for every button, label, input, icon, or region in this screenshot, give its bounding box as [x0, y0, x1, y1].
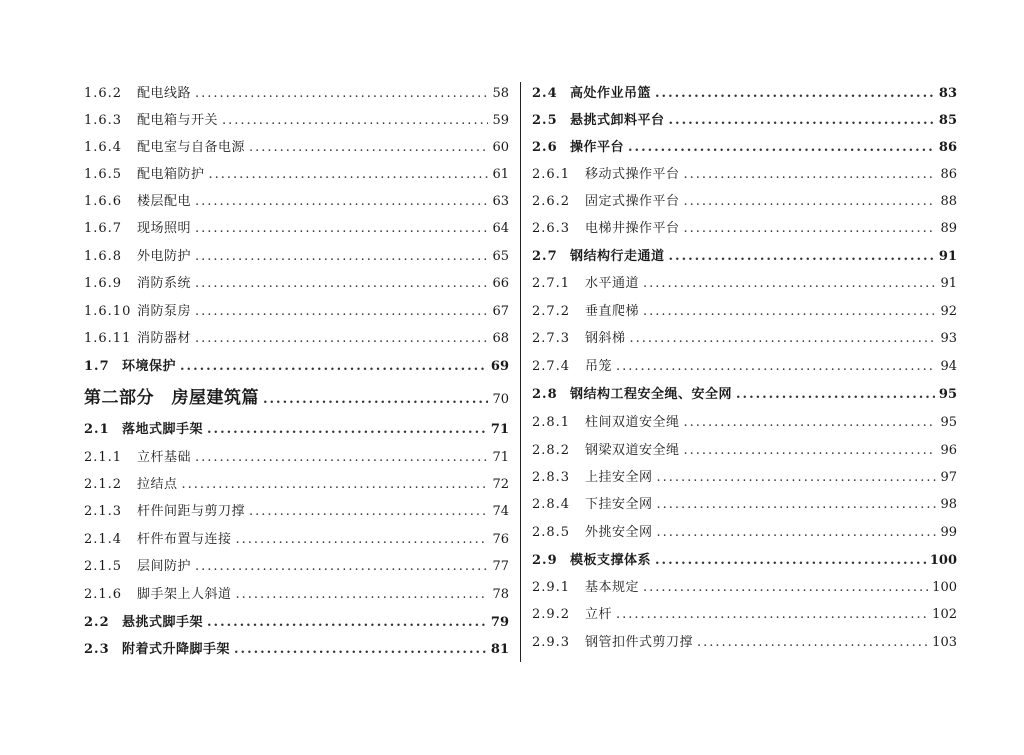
toc-entry-number: 1.6.9 — [84, 276, 123, 291]
toc-entry[interactable] — [84, 503, 509, 521]
toc-dot-leader — [736, 386, 935, 404]
toc-entry-title: 水平通道 — [585, 276, 640, 291]
toc-entry[interactable] — [84, 531, 509, 549]
toc-dot-leader — [684, 442, 937, 460]
toc-entry-number: 2.1.2 — [84, 477, 123, 492]
toc-dot-leader — [655, 552, 926, 570]
toc-dot-leader — [657, 524, 937, 542]
toc-entry[interactable] — [84, 303, 509, 321]
toc-entry[interactable] — [84, 139, 509, 157]
toc-entry-number: 2.5 — [532, 113, 558, 128]
toc-entry-page: 77 — [492, 559, 509, 574]
toc-entry[interactable] — [532, 85, 957, 103]
toc-entry-title: 钢梁双道安全绳 — [585, 443, 680, 458]
toc-entry-title: 模板支撑体系 — [570, 553, 652, 568]
toc-entry-page: 61 — [492, 167, 509, 182]
toc-dot-leader — [684, 166, 937, 184]
toc-entry-number: 2.7 — [532, 249, 558, 264]
toc-entry-page: 67 — [492, 304, 509, 319]
toc-entry-number: 2.8.1 — [532, 415, 571, 430]
toc-entry-title: 配电线路 — [137, 86, 192, 101]
toc-entry-number: 2.8 — [532, 387, 558, 402]
toc-dot-leader — [209, 166, 489, 184]
toc-entry-page: 97 — [940, 470, 957, 485]
toc-entry-page: 79 — [490, 615, 509, 630]
toc-entry-page: 60 — [492, 140, 509, 155]
toc-entry[interactable] — [532, 303, 957, 321]
toc-entry-page: 92 — [940, 304, 957, 319]
toc-entry-page: 59 — [492, 113, 509, 128]
toc-entry-page: 81 — [490, 642, 509, 657]
toc-entry[interactable] — [84, 85, 509, 103]
toc-entry-number: 1.6.8 — [84, 249, 123, 264]
toc-entry-title: 吊笼 — [585, 359, 613, 374]
toc-entry-page: 100 — [929, 553, 957, 568]
toc-entry-title: 立杆 — [585, 607, 613, 622]
toc-entry-number: 2.1.6 — [84, 587, 123, 602]
toc-dot-leader — [669, 248, 935, 266]
toc-entry-number: 1.6.11 — [84, 331, 132, 346]
toc-dot-leader — [195, 193, 488, 211]
toc-entry[interactable] — [84, 248, 509, 266]
toc-entry-number: 2.7.4 — [532, 359, 571, 374]
toc-entry-number: 2.6.1 — [532, 167, 571, 182]
toc-entry[interactable] — [532, 524, 957, 542]
toc-entry-number: 2.8.3 — [532, 470, 571, 485]
toc-entry-page: 72 — [492, 477, 509, 492]
toc-entry-page: 70 — [492, 392, 509, 407]
toc-entry-number: 1.6.6 — [84, 194, 123, 209]
toc-entry-number: 2.4 — [532, 86, 558, 101]
toc-entry-title: 现场照明 — [137, 221, 192, 236]
toc-entry-page: 68 — [492, 331, 509, 346]
toc-entry-title: 消防泵房 — [137, 304, 192, 319]
toc-entry[interactable] — [84, 421, 509, 439]
toc-entry-title: 附着式升降脚手架 — [122, 642, 231, 657]
toc-entry[interactable] — [532, 275, 957, 293]
toc-entry-page: 89 — [940, 221, 957, 236]
toc-entry-page: 76 — [492, 532, 509, 547]
toc-entry[interactable] — [84, 558, 509, 576]
toc-entry-title: 悬挑式卸料平台 — [570, 113, 665, 128]
toc-dot-leader — [195, 85, 488, 103]
toc-entry[interactable] — [84, 193, 509, 211]
toc-entry-page: 98 — [940, 497, 957, 512]
toc-entry[interactable] — [532, 414, 957, 432]
toc-entry[interactable] — [532, 220, 957, 238]
toc-entry-number: 2.8.2 — [532, 443, 571, 458]
toc-dot-leader — [180, 358, 487, 376]
toc-entry-page: 63 — [492, 194, 509, 209]
toc-entry-title: 操作平台 — [570, 140, 625, 155]
toc-entry[interactable] — [84, 275, 509, 293]
toc-entry-number: 2.9.1 — [532, 580, 571, 595]
toc-entry[interactable] — [84, 476, 509, 494]
toc-entry-page: 83 — [938, 86, 957, 101]
toc-entry-title: 拉结点 — [137, 477, 178, 492]
toc-entry-number: 1.6.5 — [84, 167, 123, 182]
toc-entry-title: 配电箱防护 — [137, 167, 205, 182]
toc-entry-title: 杆件间距与剪刀撑 — [137, 504, 246, 519]
toc-entry-title: 钢管扣件式剪刀撑 — [585, 635, 694, 650]
toc-dot-leader — [643, 275, 936, 293]
toc-entry-title: 消防系统 — [137, 276, 192, 291]
toc-entry-number: 2.1.5 — [84, 559, 123, 574]
toc-dot-leader — [236, 531, 489, 549]
toc-entry[interactable] — [532, 358, 957, 376]
toc-entry-title: 环境保护 — [122, 359, 177, 374]
toc-dot-leader — [684, 193, 937, 211]
toc-entry[interactable] — [84, 220, 509, 238]
toc-entry-number: 2.7.1 — [532, 276, 571, 291]
toc-dot-leader — [657, 469, 937, 487]
toc-entry-page: 69 — [490, 359, 509, 374]
toc-entry-title: 第二部分 房屋建筑篇 — [84, 388, 259, 408]
toc-dot-leader — [236, 586, 489, 604]
toc-dot-leader — [655, 85, 935, 103]
toc-entry-title: 移动式操作平台 — [585, 167, 680, 182]
toc-dot-leader — [195, 558, 488, 576]
toc-entry-title: 立杆基础 — [137, 450, 192, 465]
toc-dot-leader — [263, 389, 488, 411]
toc-entry-title: 上挂安全网 — [585, 470, 653, 485]
toc-entry[interactable] — [84, 330, 509, 348]
toc-entry-number: 1.6.2 — [84, 86, 123, 101]
toc-dot-leader — [195, 275, 488, 293]
toc-dot-leader — [234, 641, 487, 659]
toc-dot-leader — [207, 614, 487, 632]
toc-entry-page: 74 — [492, 504, 509, 519]
toc-entry-number: 2.7.3 — [532, 331, 571, 346]
toc-entry-number: 2.8.5 — [532, 525, 571, 540]
toc-entry-title: 钢结构工程安全绳、安全网 — [570, 387, 733, 402]
toc-entry[interactable] — [532, 442, 957, 460]
toc-entry[interactable] — [532, 634, 957, 652]
toc-dot-leader — [684, 414, 937, 432]
toc-entry-page: 95 — [938, 387, 957, 402]
toc-entry-title: 垂直爬梯 — [585, 304, 640, 319]
toc-entry-number: 2.1.1 — [84, 450, 123, 465]
toc-entry[interactable] — [84, 449, 509, 467]
toc-entry-title: 固定式操作平台 — [585, 194, 680, 209]
toc-entry-title: 钢斜梯 — [585, 331, 626, 346]
toc-entry-page: 88 — [940, 194, 957, 209]
toc-entry[interactable] — [532, 496, 957, 514]
toc-dot-leader — [195, 330, 488, 348]
toc-entry-page: 78 — [492, 587, 509, 602]
toc-entry-title: 高处作业吊篮 — [570, 86, 652, 101]
toc-entry[interactable] — [84, 112, 509, 130]
toc-entry[interactable] — [532, 248, 957, 266]
toc-entry-number: 2.2 — [84, 615, 110, 630]
toc-entry-title: 消防器材 — [137, 331, 192, 346]
toc-entry-title: 钢结构行走通道 — [570, 249, 665, 264]
toc-entry-page: 86 — [938, 140, 957, 155]
toc-entry-page: 86 — [940, 167, 957, 182]
toc-entry[interactable] — [84, 387, 509, 411]
toc-entry-title: 楼层配电 — [137, 194, 192, 209]
toc-entry-title: 柱间双道安全绳 — [585, 415, 680, 430]
toc-entry-number: 2.8.4 — [532, 497, 571, 512]
toc-entry-number: 1.6.7 — [84, 221, 123, 236]
toc-entry-title: 配电箱与开关 — [137, 113, 219, 128]
toc-dot-leader — [697, 634, 928, 652]
toc-entry-title: 脚手架上人斜道 — [137, 587, 232, 602]
toc-entry[interactable] — [532, 579, 957, 597]
toc-entry-title: 外电防护 — [137, 249, 192, 264]
toc-entry[interactable] — [84, 166, 509, 184]
toc-entry-number: 2.1.4 — [84, 532, 123, 547]
toc-entry[interactable] — [532, 330, 957, 348]
toc-entry[interactable] — [532, 552, 957, 570]
toc-entry[interactable] — [84, 358, 509, 376]
toc-dot-leader — [195, 449, 488, 467]
toc-entry-number: 2.6.2 — [532, 194, 571, 209]
toc-entry-title: 下挂安全网 — [585, 497, 653, 512]
toc-entry-page: 65 — [492, 249, 509, 264]
toc-entry-title: 杆件布置与连接 — [137, 532, 232, 547]
toc-entry[interactable] — [84, 614, 509, 632]
toc-entry-page: 91 — [940, 276, 957, 291]
toc-entry[interactable] — [532, 166, 957, 184]
toc-entry-title: 电梯井操作平台 — [585, 221, 680, 236]
toc-entry[interactable] — [532, 469, 957, 487]
toc-dot-leader — [222, 112, 488, 130]
toc-entry-page: 91 — [938, 249, 957, 264]
toc-entry-number: 1.6.3 — [84, 113, 123, 128]
toc-entry-number: 1.6.4 — [84, 140, 123, 155]
toc-entry-number: 2.9.2 — [532, 607, 571, 622]
toc-entry-page: 102 — [932, 607, 957, 622]
column-divider — [520, 82, 521, 662]
toc-dot-leader — [195, 220, 488, 238]
toc-dot-leader — [628, 139, 935, 157]
toc-entry-number: 1.6.10 — [84, 304, 132, 319]
toc-entry-page: 99 — [940, 525, 957, 540]
toc-dot-leader — [195, 248, 488, 266]
toc-dot-leader — [657, 496, 937, 514]
toc-entry-page: 64 — [492, 221, 509, 236]
toc-dot-leader — [249, 139, 488, 157]
toc-entry-page: 95 — [940, 415, 957, 430]
toc-entry-number: 2.1 — [84, 422, 110, 437]
toc-entry-title: 基本规定 — [585, 580, 640, 595]
toc-entry-page: 100 — [932, 580, 957, 595]
toc-entry-page: 71 — [490, 422, 509, 437]
toc-entry[interactable] — [84, 586, 509, 604]
toc-dot-leader — [669, 112, 935, 130]
toc-dot-leader — [643, 579, 928, 597]
toc-dot-leader — [616, 606, 928, 624]
toc-entry-number: 2.6 — [532, 140, 558, 155]
toc-entry-number: 2.1.3 — [84, 504, 123, 519]
toc-entry-title: 配电室与自备电源 — [137, 140, 246, 155]
toc-dot-leader — [207, 421, 487, 439]
toc-entry[interactable] — [532, 112, 957, 130]
toc-entry-page: 94 — [940, 359, 957, 374]
toc-entry[interactable] — [532, 139, 957, 157]
toc-entry-page: 93 — [940, 331, 957, 346]
toc-entry-page: 66 — [492, 276, 509, 291]
toc-entry-page: 85 — [938, 113, 957, 128]
toc-entry-title: 落地式脚手架 — [122, 422, 204, 437]
toc-dot-leader — [249, 503, 488, 521]
toc-entry-number: 2.3 — [84, 642, 110, 657]
toc-entry[interactable] — [532, 606, 957, 624]
toc-entry-number: 2.6.3 — [532, 221, 571, 236]
toc-entry-number: 1.7 — [84, 359, 110, 374]
toc-dot-leader — [630, 330, 937, 348]
toc-dot-leader — [616, 358, 936, 376]
toc-dot-leader — [643, 303, 936, 321]
toc-entry-number: 2.7.2 — [532, 304, 571, 319]
toc-entry-title: 悬挑式脚手架 — [122, 615, 204, 630]
toc-dot-leader — [182, 476, 489, 494]
toc-dot-leader — [684, 220, 937, 238]
toc-entry-page: 96 — [940, 443, 957, 458]
toc-dot-leader — [195, 303, 488, 321]
toc-entry[interactable] — [84, 641, 509, 659]
toc-entry-page: 103 — [932, 635, 957, 650]
toc-entry-title: 层间防护 — [137, 559, 192, 574]
toc-entry-page: 71 — [492, 450, 509, 465]
toc-entry-page: 58 — [492, 86, 509, 101]
toc-entry[interactable] — [532, 386, 957, 404]
toc-entry[interactable] — [532, 193, 957, 211]
toc-entry-number: 2.9.3 — [532, 635, 571, 650]
toc-entry-number: 2.9 — [532, 553, 558, 568]
toc-entry-title: 外挑安全网 — [585, 525, 653, 540]
